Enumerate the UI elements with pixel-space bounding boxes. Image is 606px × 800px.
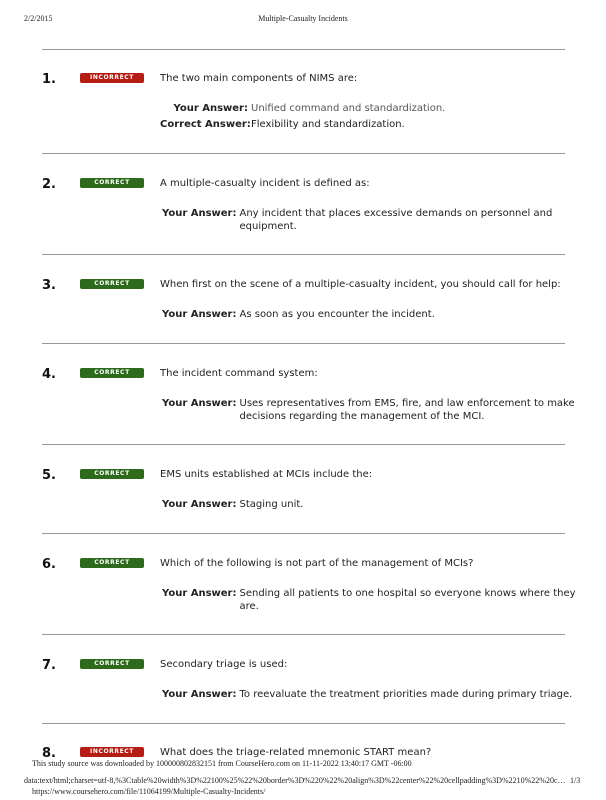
your-answer-value: Staging unit. [239, 499, 304, 510]
your-answer-row [162, 688, 572, 701]
answer-line: decisions regarding the management of the MCI. [239, 411, 485, 422]
divider [42, 444, 565, 445]
question-text: The incident command system: [160, 368, 318, 379]
page-title: Multiple-Casualty Incidents [258, 14, 348, 23]
your-answer-label: Your Answer: [173, 103, 248, 114]
question-number: 2. [42, 177, 56, 192]
question-text: When first on the scene of a multiple-casualty incident, you should call for help: [160, 279, 561, 290]
status-badge-correct: CORRECT [80, 178, 144, 188]
your-answer-label: Your Answer: [162, 309, 237, 320]
answer-line: equipment. [239, 221, 297, 232]
answer-line: Uses representatives from EMS, fire, and law enforcement to make [239, 398, 575, 409]
correct-answer-label: Correct Answer: [160, 119, 251, 130]
your-answer-row [162, 587, 576, 613]
your-answer-value: To reevaluate the treatment priorities made during primary triage. [239, 689, 573, 700]
status-badge-correct: CORRECT [80, 279, 144, 289]
divider [42, 533, 565, 534]
question-number: 6. [42, 557, 56, 572]
question-number: 1. [42, 72, 56, 87]
status-badge-correct: CORRECT [80, 558, 144, 568]
your-answer-value [237, 587, 576, 613]
question-text: A multiple-casualty incident is defined as: [160, 178, 370, 189]
status-badge-incorrect: INCORRECT [80, 73, 144, 83]
your-answer-value [237, 397, 575, 423]
question-number: 4. [42, 367, 56, 382]
question-text: EMS units established at MCIs include the: [160, 469, 373, 480]
question-text: The two main components of NIMS are: [160, 73, 358, 84]
question-text: Secondary triage is used: [160, 659, 288, 670]
your-answer-row [162, 397, 575, 423]
divider [42, 254, 565, 255]
page-number: 1/3 [570, 776, 581, 785]
status-badge-incorrect: INCORRECT [80, 747, 144, 757]
question-number: 3. [42, 278, 56, 293]
correct-answer-row [160, 118, 405, 131]
your-answer-row [162, 308, 435, 321]
your-answer-row [160, 102, 445, 115]
divider [42, 153, 565, 154]
your-answer-value [237, 207, 553, 233]
your-answer-label: Your Answer: [162, 499, 237, 510]
your-answer-label: Your Answer: [162, 588, 237, 599]
question-number: 5. [42, 468, 56, 483]
divider [42, 634, 565, 635]
answer-line: Any incident that places excessive demands on personnel and [239, 208, 553, 219]
question-number: 7. [42, 658, 56, 673]
divider [42, 343, 565, 344]
print-date: 2/2/2015 [24, 14, 53, 23]
data-url-line: data:text/html;charset=utf-8,%3Ctable%20width%3D%22100%25%22%20border%3D%220%22%20align%3D%22center%22%20cellpadding%3D%2210%22%20c… [24, 776, 566, 785]
your-answer-label: Your Answer: [162, 208, 237, 219]
your-answer-row [162, 498, 303, 511]
divider [42, 49, 565, 50]
answer-line: are. [239, 601, 259, 612]
your-answer-value: Unified command and standardization. [251, 103, 446, 114]
status-badge-correct: CORRECT [80, 469, 144, 479]
question-number: 8. [42, 746, 56, 761]
your-answer-label: Your Answer: [162, 398, 237, 409]
correct-answer-value: Flexibility and standardization. [251, 119, 405, 130]
source-url-link[interactable]: https://www.coursehero.com/file/11064199/Multiple-Casualty-Incidents/ [32, 787, 266, 796]
your-answer-value: As soon as you encounter the incident. [239, 309, 435, 320]
divider [42, 723, 565, 724]
status-badge-correct: CORRECT [80, 659, 144, 669]
your-answer-label: Your Answer: [162, 689, 237, 700]
answer-line: Sending all patients to one hospital so everyone knows where they [239, 588, 576, 599]
status-badge-correct: CORRECT [80, 368, 144, 378]
your-answer-row [162, 207, 552, 233]
question-text: What does the triage-related mnemonic START mean? [160, 747, 432, 758]
download-notice: This study source was downloaded by 100000802832151 from CourseHero.com on 11-11-2022 13:40:17 GMT -06:00 [32, 759, 412, 768]
question-text: Which of the following is not part of the management of MCIs? [160, 558, 474, 569]
